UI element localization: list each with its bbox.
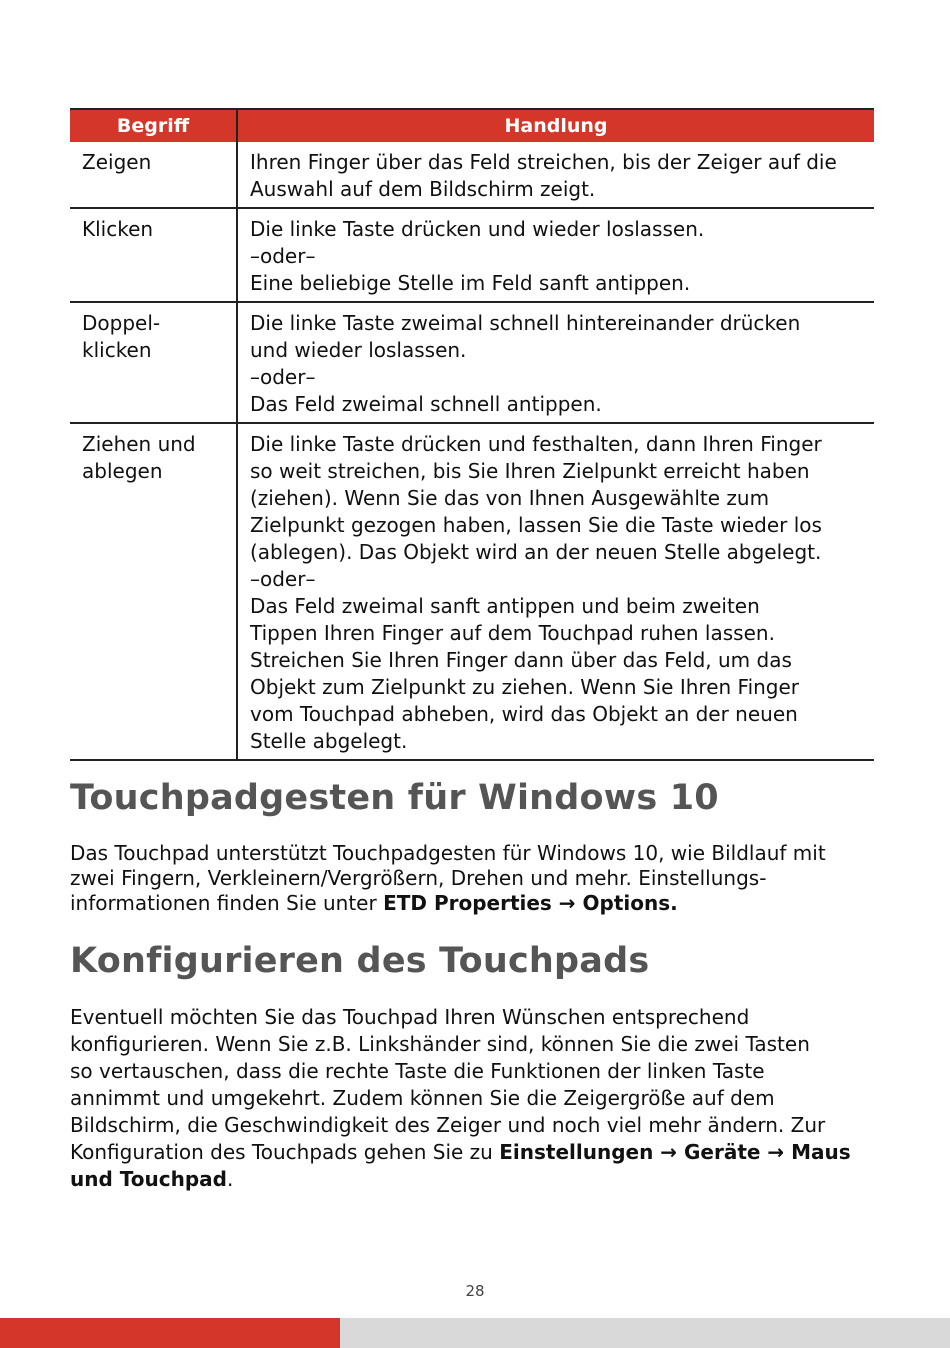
footer-gray-bar [340,1318,950,1348]
gesture-table [70,108,874,761]
paragraph-text: informationen finden Sie unter [70,891,384,915]
paragraph-text: Konfiguration des Touchpads gehen Sie zu [70,1140,500,1164]
gestures-paragraph [70,841,826,916]
action-text: Stelle abgelegt. [250,729,408,753]
settings-path: und Touchpad [70,1167,227,1191]
action-text: (ablegen). Das Objekt wird an der neuen Stelle abgelegt. [250,540,822,564]
paragraph-line: annimmt und umgekehrt. Zudem können Sie die Zeigergröße auf dem [70,1086,775,1110]
action-text: (ziehen). Wenn Sie das von Ihnen Ausgewählte zum [250,486,770,510]
section-heading-configure: Konfigurieren des Touchpads [70,941,650,981]
term-cell [70,208,237,302]
paragraph-line: Eventuell möchten Sie das Touchpad Ihren Wünschen entsprechend [70,1005,750,1029]
table-row [70,423,874,760]
paragraph-line [70,1139,851,1166]
configure-paragraph [70,1004,851,1193]
action-cell [237,302,874,423]
settings-path: ETD Properties → Options. [383,891,678,915]
content-area [70,108,874,761]
term-cell [70,142,237,208]
action-cell [237,208,874,302]
term-text: klicken [82,338,152,362]
action-text: so weit streichen, bis Sie Ihren Zielpunkt erreicht haben [250,459,810,483]
settings-path: Einstellungen → Geräte → Maus [499,1140,851,1164]
action-text: Die linke Taste drücken und wieder loslassen. [250,217,705,241]
paragraph-line: zwei Fingern, Verkleinern/Vergrößern, Drehen und mehr. Einstellungs- [70,866,767,890]
term-cell [70,302,237,423]
paragraph-line: Bildschirm, die Geschwindigkeit des Zeiger und noch viel mehr ändern. Zur [70,1113,826,1137]
term-text: Ziehen und [82,432,196,456]
action-cell [237,423,874,760]
action-text: Streichen Sie Ihren Finger dann über das Feld, um das [250,648,792,672]
paragraph-line: konfigurieren. Wenn Sie z.B. Linkshänder sind, können Sie die zwei Tasten [70,1032,810,1056]
section-heading-gestures: Touchpadgesten für Windows 10 [70,778,719,818]
term-text: Zeigen [82,150,152,174]
paragraph-line [70,891,826,916]
action-text: –oder– [250,244,316,268]
term-text: Klicken [82,217,154,241]
action-text: Tippen Ihren Finger auf dem Touchpad ruhen lassen. [250,621,775,645]
column-header-term: Begriff [70,109,237,142]
action-text: –oder– [250,365,316,389]
column-header-action: Handlung [237,109,874,142]
footer-accent-bar [0,1318,340,1348]
action-text: Die linke Taste zweimal schnell hintereinander drücken [250,311,801,335]
action-text: –oder– [250,567,316,591]
paragraph-line: Das Touchpad unterstützt Touchpadgesten für Windows 10, wie Bildlauf mit [70,841,826,865]
action-text: Zielpunkt gezogen haben, lassen Sie die Taste wieder los [250,513,822,537]
table-row [70,208,874,302]
action-text: Die linke Taste drücken und festhalten, dann Ihren Finger [250,432,822,456]
table-row [70,142,874,208]
table-header-row [70,109,874,142]
term-text: ablegen [82,459,163,483]
action-text: und wieder loslassen. [250,338,467,362]
action-cell [237,142,874,208]
action-text: Das Feld zweimal sanft antippen und beim zweiten [250,594,760,618]
table-row [70,302,874,423]
term-text: Doppel- [82,311,161,335]
action-text: Eine beliebige Stelle im Feld sanft antippen. [250,271,691,295]
term-cell [70,423,237,760]
page-number: 28 [465,1282,485,1300]
action-text: Objekt zum Zielpunkt zu ziehen. Wenn Sie Ihren Finger [250,675,800,699]
action-text: vom Touchpad abheben, wird das Objekt an der neuen [250,702,798,726]
paragraph-text: . [226,1167,234,1191]
action-text: Ihren Finger über das Feld streichen, bis der Zeiger auf die [250,150,837,174]
paragraph-line: so vertauschen, dass die rechte Taste die Funktionen der linken Taste [70,1059,765,1083]
action-text: Das Feld zweimal schnell antippen. [250,392,602,416]
action-text: Auswahl auf dem Bildschirm zeigt. [250,177,596,201]
paragraph-line [70,1166,851,1193]
